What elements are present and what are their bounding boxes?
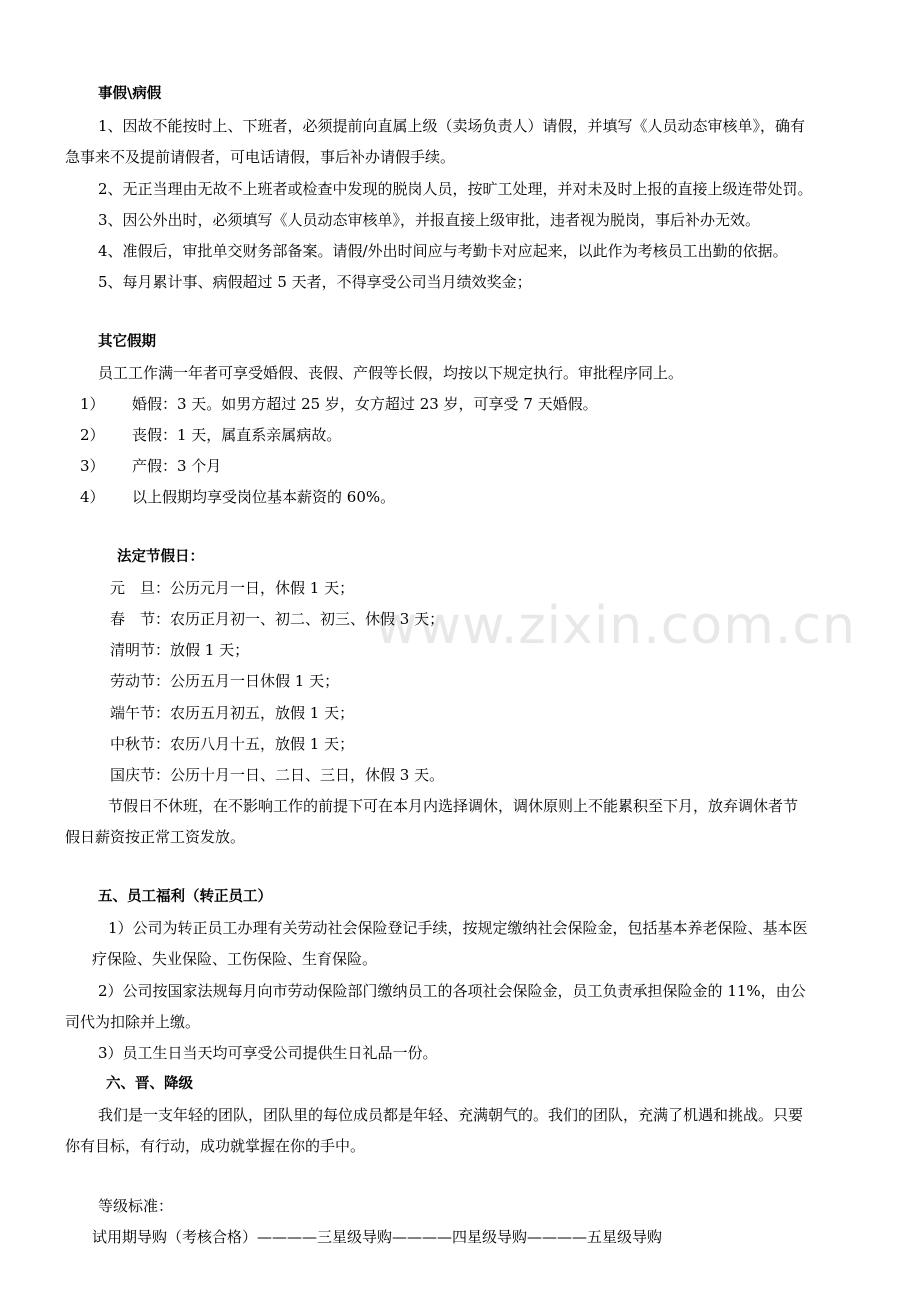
paragraph-line: 2、无正当理由无故不上班者或检查中发现的脱岗人员，按旷工处理，并对未及时上报的直接上级连带处罚。 — [98, 180, 813, 198]
list-item-text: 产假：3 个月 — [132, 457, 222, 475]
paragraph-line: 我们是一支年轻的团队，团队里的每位成员都是年轻、充满朝气的。我们的团队，充满了机遇和挑战。只要 — [98, 1106, 804, 1124]
paragraph-line: 假日薪资按正常工资发放。 — [65, 828, 246, 846]
holiday-item: 春 节：农历正月初一、初二、初三、休假 3 天； — [110, 610, 445, 628]
list-item-text: 婚假：3 天。如男方超过 25 岁，女方超过 23 岁，可享受 7 天婚假。 — [132, 395, 598, 413]
paragraph-line: 4、准假后，审批单交财务部备案。请假/外出时间应与考勤卡对应起来，以此作为考核员工出勤的依据。 — [98, 242, 788, 260]
paragraph-line: 疗保险、失业保险、工伤保险、生育保险。 — [92, 950, 378, 968]
paragraph-line: 急事来不及提前请假者，可电话请假，事后补办请假手续。 — [65, 148, 456, 166]
list-item-number: 4） — [80, 488, 105, 506]
section-heading-holidays: 法定节假日： — [117, 549, 204, 565]
holiday-item: 元 旦：公历元月一日，休假 1 天； — [110, 579, 355, 597]
paragraph-line: 3、因公外出时，必须填写《人员动态审核单》，并报直接上级审批，违者视为脱岗，事后补办无效。 — [98, 211, 761, 229]
section-heading-promotion: 六、晋、降级 — [106, 1076, 193, 1092]
paragraph-line: 你有目标，有行动，成功就掌握在你的手中。 — [65, 1137, 366, 1155]
holiday-item: 端午节：农历五月初五，放假 1 天； — [110, 704, 355, 722]
list-item-number: 1） — [80, 395, 105, 413]
list-item-number: 3） — [80, 457, 105, 475]
paragraph-line: 5、每月累计事、病假超过 5 天者，不得享受公司当月绩效奖金； — [98, 273, 532, 291]
list-item-number: 2） — [80, 426, 105, 444]
holiday-item: 清明节：放假 1 天； — [110, 641, 250, 659]
paragraph-line: 节假日不休班，在不影响工作的前提下可在本月内选择调休，调休原则上不能累积至下月，放弃调休者节 — [108, 797, 799, 815]
holiday-item: 中秋节：农历八月十五，放假 1 天； — [110, 735, 355, 753]
holiday-item: 劳动节：公历五月一日休假 1 天； — [110, 672, 340, 690]
section-heading-leave: 事假\病假 — [98, 86, 162, 102]
section-heading-other-leave: 其它假期 — [98, 334, 156, 350]
paragraph-line: 1、因故不能按时上、下班者，必须提前向直属上级（卖场负责人）请假，并填写《人员动态审核单》，确有 — [98, 117, 806, 135]
holiday-item: 国庆节：公历十月一日、二日、三日，休假 3 天。 — [110, 766, 445, 784]
grade-path: 试用期导购（考核合格）————三星级导购————四星级导购————五星级导购 — [92, 1228, 663, 1246]
paragraph-line: 1）公司为转正员工办理有关劳动社会保险登记手续，按规定缴纳社会保险金，包括基本养老保险、基本医 — [108, 919, 808, 937]
paragraph-line: 2）公司按国家法规每月向市劳动保险部门缴纳员工的各项社会保险金，员工负责承担保险金的 11%，由公 — [98, 982, 806, 1000]
paragraph-line: 3）员工生日当天均可享受公司提供生日礼品一份。 — [98, 1044, 438, 1062]
section-heading-benefits: 五、员工福利（转正员工） — [98, 889, 272, 905]
grade-standard-label: 等级标准： — [98, 1197, 174, 1215]
watermark: www.zixin.com.cn — [375, 596, 856, 656]
paragraph-line: 员工工作满一年者可享受婚假、丧假、产假等长假，均按以下规定执行。审批程序同上。 — [98, 364, 684, 382]
list-item-text: 以上假期均享受岗位基本薪资的 60%。 — [132, 488, 396, 506]
paragraph-line: 司代为扣除并上缴。 — [65, 1013, 201, 1031]
list-item-text: 丧假：1 天，属直系亲属病故。 — [132, 426, 342, 444]
